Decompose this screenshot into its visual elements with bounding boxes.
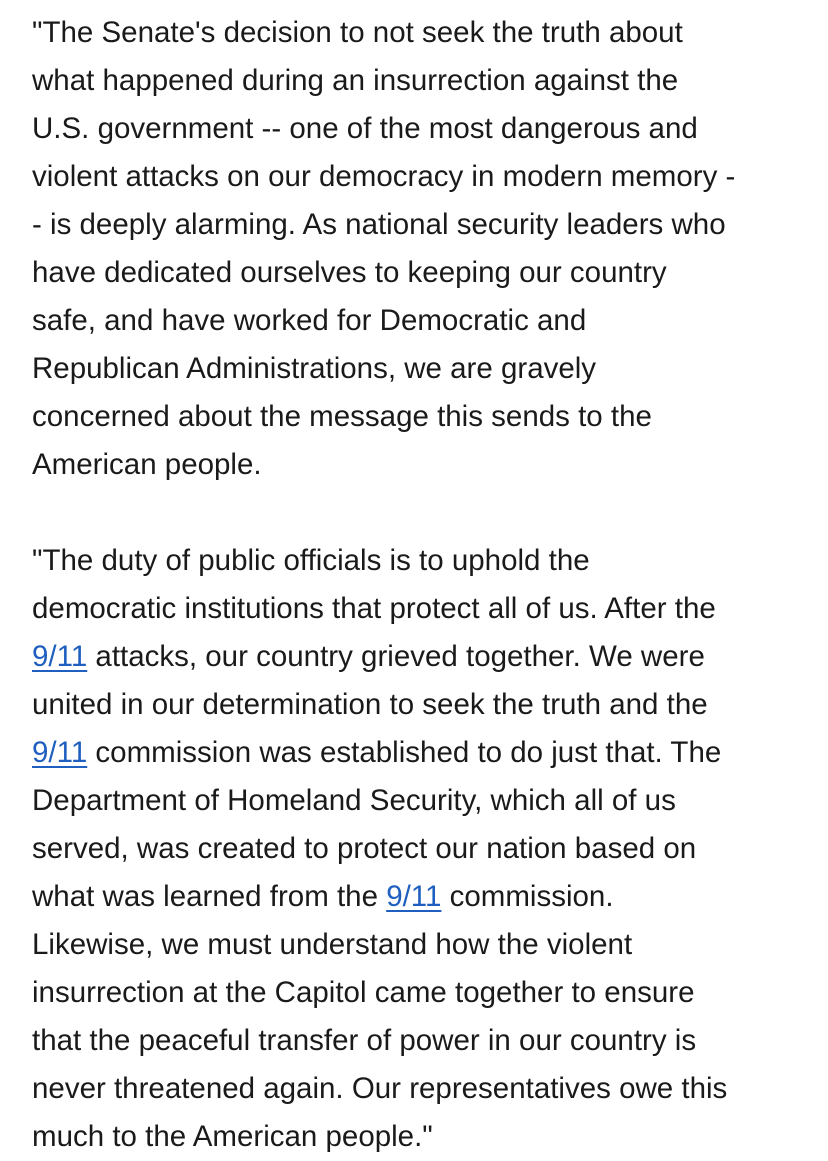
paragraph-line <box>32 873 810 921</box>
paragraph-line: what happened during an insurrection against the <box>32 64 679 97</box>
link-9-11[interactable]: 9/11 <box>32 640 88 673</box>
paragraph-line: American people. <box>32 448 262 481</box>
paragraph-line: never threatened again. Our representatives owe this <box>32 1072 728 1105</box>
statement-paragraph-2 <box>32 537 810 1161</box>
paragraph-line: that the peaceful transfer of power in our country is <box>32 1024 697 1057</box>
paragraph-line: concerned about the message this sends to the <box>32 400 652 433</box>
paragraph-line: "The Senate's decision to not seek the truth about <box>32 16 683 49</box>
line-text: commission was established to do just that. The <box>87 736 722 769</box>
paragraph-line <box>32 729 810 777</box>
paragraph-line: - is deeply alarming. As national security leaders who <box>32 208 726 241</box>
paragraph-line <box>32 633 810 681</box>
paragraph-line: violent attacks on our democracy in modern memory - <box>32 160 736 193</box>
paragraph-line: safe, and have worked for Democratic and <box>32 304 587 337</box>
paragraph-line: united in our determination to seek the truth and the <box>32 688 708 721</box>
statement-paragraph-1 <box>32 9 810 489</box>
paragraph-line: served, was created to protect our nation based on <box>32 832 697 865</box>
paragraph-line: insurrection at the Capitol came together to ensure <box>32 976 695 1009</box>
paragraph-line: much to the American people." <box>32 1120 433 1153</box>
line-text: commission. <box>441 880 614 913</box>
paragraph-line: Department of Homeland Security, which all of us <box>32 784 676 817</box>
line-text: what was learned from the <box>32 880 387 913</box>
paragraph-line: have dedicated ourselves to keeping our country <box>32 256 667 289</box>
line-text: attacks, our country grieved together. We were <box>87 640 705 673</box>
link-9-11[interactable]: 9/11 <box>386 880 442 913</box>
paragraph-line: "The duty of public officials is to uphold the <box>32 544 590 577</box>
paragraph-line: Republican Administrations, we are gravely <box>32 352 597 385</box>
paragraph-line: democratic institutions that protect all of us. After the <box>32 592 716 625</box>
link-9-11[interactable]: 9/11 <box>32 736 88 769</box>
paragraph-line: U.S. government -- one of the most dangerous and <box>32 112 698 145</box>
paragraph-line: Likewise, we must understand how the violent <box>32 928 633 961</box>
